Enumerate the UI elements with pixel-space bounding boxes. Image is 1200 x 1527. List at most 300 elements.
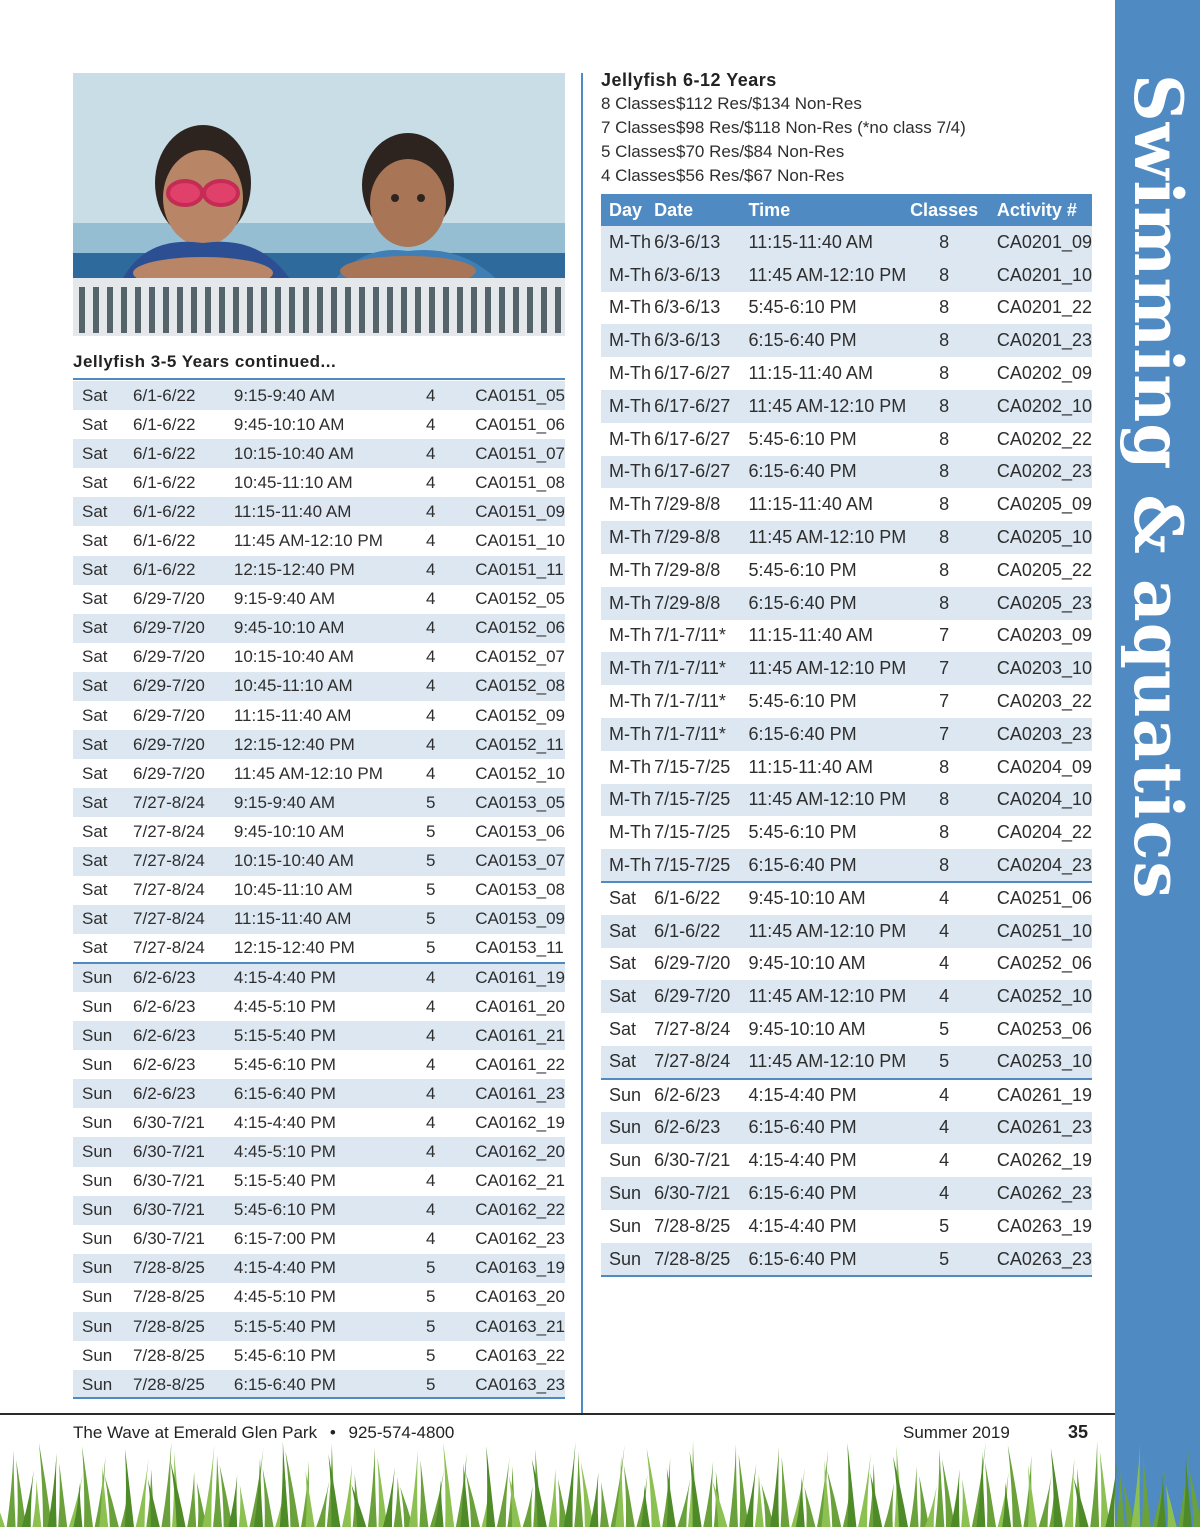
cell-date: 7/15-7/25 [654,849,748,882]
grass-blade [280,1441,289,1527]
cell-day: M-Th [601,652,654,685]
cell-day: Sun [73,1079,133,1108]
table-row [73,1167,565,1196]
cell-date: 7/15-7/25 [654,816,748,849]
cell-time: 9:15-9:40 AM [234,585,408,614]
cell-day: M-Th [601,816,654,849]
grass-blade [306,1471,315,1527]
cell-classes: 8 [906,554,982,587]
right-section-header [601,68,966,188]
price-class-count: 7 Classes [601,118,676,137]
cell-time: 6:15-6:40 PM [749,587,907,620]
cell-date: 7/28-8/25 [133,1370,234,1399]
cell-time: 12:15-12:40 PM [234,556,408,585]
grass-blade [1039,1475,1052,1527]
cell-classes: 5 [408,788,453,817]
grass-blade [781,1457,790,1527]
cell-day: Sun [73,1021,133,1050]
table-row [73,759,565,788]
cell-time: 11:15-11:40 AM [749,620,907,653]
cell-activity: CA0203_23 [982,718,1092,751]
cell-date: 6/2-6/23 [133,1079,234,1108]
cell-date: 7/27-8/24 [654,1013,748,1046]
cell-activity: CA0204_23 [982,849,1092,882]
cell-date: 6/29-7/20 [133,585,234,614]
cell-activity: CA0162_19 [453,1108,565,1137]
cell-activity: CA0261_23 [982,1112,1092,1145]
cell-day: Sat [73,847,133,876]
cell-activity: CA0153_08 [453,876,565,905]
grass-blade [910,1466,919,1527]
price-line [601,92,966,116]
cell-day: Sat [601,882,654,915]
cell-date: 6/2-6/23 [133,1021,234,1050]
cell-date: 7/15-7/25 [654,751,748,784]
table-row [601,1046,1092,1079]
grass-blade [647,1448,661,1527]
table-row [73,1137,565,1166]
cell-classes: 4 [408,1021,453,1050]
cell-classes: 4 [408,497,453,526]
cell-date: 6/1-6/22 [133,526,234,555]
price-class-count: 5 Classes [601,142,676,161]
cell-time: 5:45-6:10 PM [234,1196,408,1225]
left-section-heading: Jellyfish 3-5 Years continued... [73,352,337,371]
cell-activity: CA0163_19 [453,1254,565,1283]
cell-classes: 4 [408,439,453,468]
cell-day: M-Th [601,488,654,521]
grass-blade [847,1443,856,1527]
cell-time: 10:45-11:10 AM [234,468,408,497]
cell-time: 4:45-5:10 PM [234,1137,408,1166]
cell-time: 4:15-4:40 PM [234,1108,408,1137]
table-row [73,934,565,963]
cell-date: 7/1-7/11* [654,685,748,718]
cell-date: 7/27-8/24 [133,817,234,846]
cell-date: 6/17-6/27 [654,357,748,390]
price-amount: $112 Res/$134 Non-Res [676,94,862,113]
cell-date: 6/1-6/22 [133,381,234,410]
grass-blade [409,1450,418,1527]
left-heading-rule [73,378,565,380]
table-row [73,672,565,701]
cell-date: 6/1-6/22 [133,410,234,439]
table-row [601,456,1092,489]
cell-day: M-Th [601,849,654,882]
table-row [601,1177,1092,1210]
table-row [601,882,1092,915]
cell-classes: 8 [906,226,982,259]
grass-blade [1008,1445,1022,1527]
cell-day: M-Th [601,554,654,587]
cell-time: 6:15-6:40 PM [234,1079,408,1108]
cell-classes: 4 [408,643,453,672]
table-row [73,701,565,730]
cell-time: 4:15-4:40 PM [749,1079,907,1112]
cell-classes: 5 [408,1312,453,1341]
cell-date: 6/29-7/20 [133,643,234,672]
cell-day: Sat [73,614,133,643]
cell-classes: 4 [408,410,453,439]
cell-classes: 5 [408,1341,453,1370]
cell-time: 6:15-6:40 PM [234,1370,408,1399]
cell-day: M-Th [601,620,654,653]
cell-classes: 4 [906,882,982,915]
grass-blade [316,1481,329,1527]
cell-date: 6/3-6/13 [654,259,748,292]
photo-illustration [73,73,565,336]
cell-classes: 8 [906,423,982,456]
cell-day: Sat [601,980,654,1013]
cell-date: 6/1-6/22 [133,556,234,585]
grass-blade [884,1483,894,1527]
cell-time: 6:15-6:40 PM [749,849,907,882]
cell-activity: CA0162_23 [453,1225,565,1254]
grass-blade [858,1453,871,1527]
cell-activity: CA0153_07 [453,847,565,876]
cell-time: 10:15-10:40 AM [234,439,408,468]
table-row [601,1013,1092,1046]
table-row [73,614,565,643]
cell-activity: CA0201_22 [982,292,1092,325]
cell-time: 6:15-6:40 PM [749,1177,907,1210]
table-row [601,948,1092,981]
grass-blade [394,1477,403,1527]
cell-time: 10:15-10:40 AM [234,643,408,672]
cell-classes: 5 [408,1370,453,1399]
cell-classes: 5 [408,1283,453,1312]
price-list [601,92,966,188]
cell-time: 4:15-4:40 PM [234,1254,408,1283]
cell-classes: 4 [408,381,453,410]
cell-classes: 4 [408,992,453,1021]
cell-day: Sun [73,1341,133,1370]
cell-day: M-Th [601,718,654,751]
cell-classes: 8 [906,390,982,423]
grass-blade [985,1462,996,1527]
table-row [601,751,1092,784]
cell-activity: CA0253_06 [982,1013,1092,1046]
table-row [73,1312,565,1341]
cell-activity: CA0151_08 [453,468,565,497]
cell-day: M-Th [601,324,654,357]
table-row [601,718,1092,751]
cell-classes: 8 [906,357,982,390]
cell-date: 6/2-6/23 [133,1050,234,1079]
cell-activity: CA0202_10 [982,390,1092,423]
cell-activity: CA0162_20 [453,1137,565,1166]
cell-classes: 4 [408,468,453,497]
cell-activity: CA0161_23 [453,1079,565,1108]
cell-time: 5:45-6:10 PM [749,685,907,718]
cell-classes: 4 [906,1144,982,1177]
cell-time: 11:15-11:40 AM [749,751,907,784]
grass-blade [548,1469,557,1527]
cell-classes: 4 [408,1167,453,1196]
table-row [73,410,565,439]
cell-activity: CA0205_09 [982,488,1092,521]
cell-activity: CA0202_23 [982,456,1092,489]
cell-activity: CA0152_10 [453,759,565,788]
table-row [601,259,1092,292]
grass-blade [1131,1444,1140,1527]
grass-blade [574,1452,583,1527]
cell-activity: CA0163_20 [453,1283,565,1312]
table-row [73,556,565,585]
cell-day: Sat [601,1046,654,1079]
cell-classes: 5 [906,1046,982,1079]
cell-date: 7/1-7/11* [654,620,748,653]
table-row [601,324,1092,357]
cell-classes: 4 [906,1079,982,1112]
grass-blade [523,1486,533,1527]
cell-date: 7/27-8/24 [654,1046,748,1079]
grass-blade [1090,1441,1099,1527]
cell-date: 7/29-8/8 [654,587,748,620]
table-row [73,439,565,468]
cell-classes: 4 [408,1196,453,1225]
table-row [601,226,1092,259]
cell-date: 6/17-6/27 [654,456,748,489]
cell-day: Sat [601,1013,654,1046]
grass-blade [667,1468,676,1527]
cell-time: 4:15-4:40 PM [234,963,408,992]
col-header-activity: Activity # [982,194,1092,226]
cell-activity: CA0204_22 [982,816,1092,849]
cell-day: Sun [73,992,133,1021]
cell-activity: CA0202_22 [982,423,1092,456]
grass-blade [677,1478,690,1527]
cell-time: 6:15-6:40 PM [749,1243,907,1276]
cell-activity: CA0251_10 [982,915,1092,948]
table-row [73,847,565,876]
cell-time: 11:15-11:40 AM [749,357,907,390]
left-schedule-table [73,381,565,1399]
table-header-row [601,194,1092,226]
cell-time: 6:15-6:40 PM [749,456,907,489]
cell-classes: 7 [906,685,982,718]
cell-activity: CA0151_10 [453,526,565,555]
cell-activity: CA0205_22 [982,554,1092,587]
cell-date: 6/17-6/27 [654,423,748,456]
cell-day: Sun [73,1050,133,1079]
cell-time: 4:45-5:10 PM [234,1283,408,1312]
cell-day: Sun [601,1210,654,1243]
cell-date: 6/2-6/23 [133,963,234,992]
cell-classes: 7 [906,718,982,751]
grass-blade [213,1455,222,1527]
cell-classes: 8 [906,488,982,521]
cell-time: 10:15-10:40 AM [234,847,408,876]
cell-day: Sun [73,1196,133,1225]
table-row [73,526,565,555]
cell-date: 6/30-7/21 [133,1167,234,1196]
cell-day: M-Th [601,226,654,259]
cell-time: 6:15-6:40 PM [749,1112,907,1145]
grass-blade [770,1447,779,1527]
cell-day: Sat [73,468,133,497]
cell-activity: CA0162_21 [453,1167,565,1196]
cell-classes: 8 [906,521,982,554]
cell-time: 5:45-6:10 PM [749,423,907,456]
cell-time: 12:15-12:40 PM [234,730,408,759]
price-class-count: 4 Classes [601,166,676,185]
cell-time: 9:45-10:10 AM [234,614,408,643]
cell-day: M-Th [601,357,654,390]
cell-time: 4:15-4:40 PM [749,1210,907,1243]
cell-classes: 4 [408,614,453,643]
grass-blade [755,1474,764,1527]
kids-pool-photo [73,73,565,336]
cell-time: 11:15-11:40 AM [234,905,408,934]
price-line [601,164,966,188]
price-line [601,140,966,164]
cell-activity: CA0151_05 [453,381,565,410]
grass-blade [7,1450,16,1527]
cell-day: Sun [73,1283,133,1312]
cell-date: 6/2-6/23 [133,992,234,1021]
cell-classes: 4 [408,1108,453,1137]
grass-blade [804,1487,815,1527]
cell-activity: CA0152_06 [453,614,565,643]
cell-activity: CA0201_23 [982,324,1092,357]
cell-time: 11:15-11:40 AM [749,226,907,259]
grass-blade [239,1485,248,1527]
cell-date: 7/28-8/25 [133,1254,234,1283]
cell-date: 6/29-7/20 [133,701,234,730]
page-number: 35 [1068,1422,1089,1442]
cell-day: M-Th [601,423,654,456]
cell-date: 7/29-8/8 [654,488,748,521]
cell-date: 6/17-6/27 [654,390,748,423]
cell-time: 9:45-10:10 AM [234,410,408,439]
grass-blade [202,1445,214,1527]
cell-activity: CA0152_11 [453,730,565,759]
table-row [601,652,1092,685]
cell-classes: 4 [906,980,982,1013]
cell-activity: CA0151_09 [453,497,565,526]
table-row [73,788,565,817]
cell-time: 11:45 AM-12:10 PM [749,652,907,685]
cell-date: 7/28-8/25 [654,1243,748,1276]
cell-time: 9:15-9:40 AM [234,381,408,410]
cell-time: 11:45 AM-12:10 PM [749,980,907,1013]
cell-day: M-Th [601,685,654,718]
cell-activity: CA0251_06 [982,882,1092,915]
table-row [73,381,565,410]
cell-activity: CA0162_22 [453,1196,565,1225]
cell-time: 10:45-11:10 AM [234,672,408,701]
cell-time: 11:45 AM-12:10 PM [749,521,907,554]
cell-time: 5:45-6:10 PM [234,1341,408,1370]
cell-day: M-Th [601,587,654,620]
cell-day: Sat [73,788,133,817]
cell-time: 11:15-11:40 AM [234,701,408,730]
cell-classes: 4 [906,1177,982,1210]
cell-day: Sun [73,1312,133,1341]
table-row [601,849,1092,882]
cell-day: Sat [73,526,133,555]
cell-day: Sat [73,410,133,439]
grass-blade [1166,1484,1177,1527]
cell-day: Sat [73,439,133,468]
cell-time: 5:45-6:10 PM [234,1050,408,1079]
cell-day: M-Th [601,292,654,325]
grass-blade [486,1446,495,1527]
cell-date: 7/29-8/8 [654,554,748,587]
cell-activity: CA0263_19 [982,1210,1092,1243]
grass-blade [703,1461,713,1527]
cell-time: 9:15-9:40 AM [234,788,408,817]
cell-day: Sat [73,934,133,963]
table-row [601,784,1092,817]
table-row [601,423,1092,456]
cell-date: 6/1-6/22 [133,497,234,526]
cell-day: Sat [73,556,133,585]
cell-date: 7/28-8/25 [133,1312,234,1341]
table-row [601,1210,1092,1243]
cell-classes: 4 [906,948,982,981]
column-divider [581,73,583,1413]
cell-date: 6/30-7/21 [133,1137,234,1166]
cell-classes: 5 [408,817,453,846]
cell-time: 5:45-6:10 PM [749,816,907,849]
cell-activity: CA0161_20 [453,992,565,1021]
cell-activity: CA0161_22 [453,1050,565,1079]
cell-day: Sat [73,585,133,614]
cell-date: 6/30-7/21 [654,1144,748,1177]
price-class-count: 8 Classes [601,94,676,113]
cell-day: Sun [601,1079,654,1112]
cell-classes: 8 [906,292,982,325]
grass-blade [961,1479,970,1527]
cell-classes: 5 [906,1013,982,1046]
cell-date: 6/30-7/21 [133,1225,234,1254]
cell-time: 12:15-12:40 PM [234,934,408,963]
grass-blade [419,1460,428,1527]
table-row [601,1144,1092,1177]
cell-time: 5:45-6:10 PM [749,292,907,325]
cell-classes: 4 [906,915,982,948]
col-header-time: Time [749,194,907,226]
table-row [73,817,565,846]
cell-date: 7/28-8/25 [133,1341,234,1370]
cell-classes: 4 [408,701,453,730]
table-row [601,357,1092,390]
cell-date: 6/3-6/13 [654,226,748,259]
left-table-bottom-rule [73,1397,565,1399]
cell-activity: CA0163_21 [453,1312,565,1341]
cell-date: 6/30-7/21 [654,1177,748,1210]
cell-classes: 5 [408,934,453,963]
cell-day: Sat [601,948,654,981]
cell-time: 6:15-7:00 PM [234,1225,408,1254]
table-row [73,1021,565,1050]
table-row [73,992,565,1021]
table-row [73,905,565,934]
cell-time: 5:45-6:10 PM [749,554,907,587]
cell-activity: CA0152_07 [453,643,565,672]
table-row [601,521,1092,554]
cell-classes: 4 [408,963,453,992]
cell-activity: CA0163_22 [453,1341,565,1370]
cell-date: 6/29-7/20 [133,759,234,788]
cell-activity: CA0253_10 [982,1046,1092,1079]
cell-date: 6/3-6/13 [654,324,748,357]
cell-activity: CA0261_19 [982,1079,1092,1112]
table-row [601,587,1092,620]
cell-date: 6/29-7/20 [654,980,748,1013]
